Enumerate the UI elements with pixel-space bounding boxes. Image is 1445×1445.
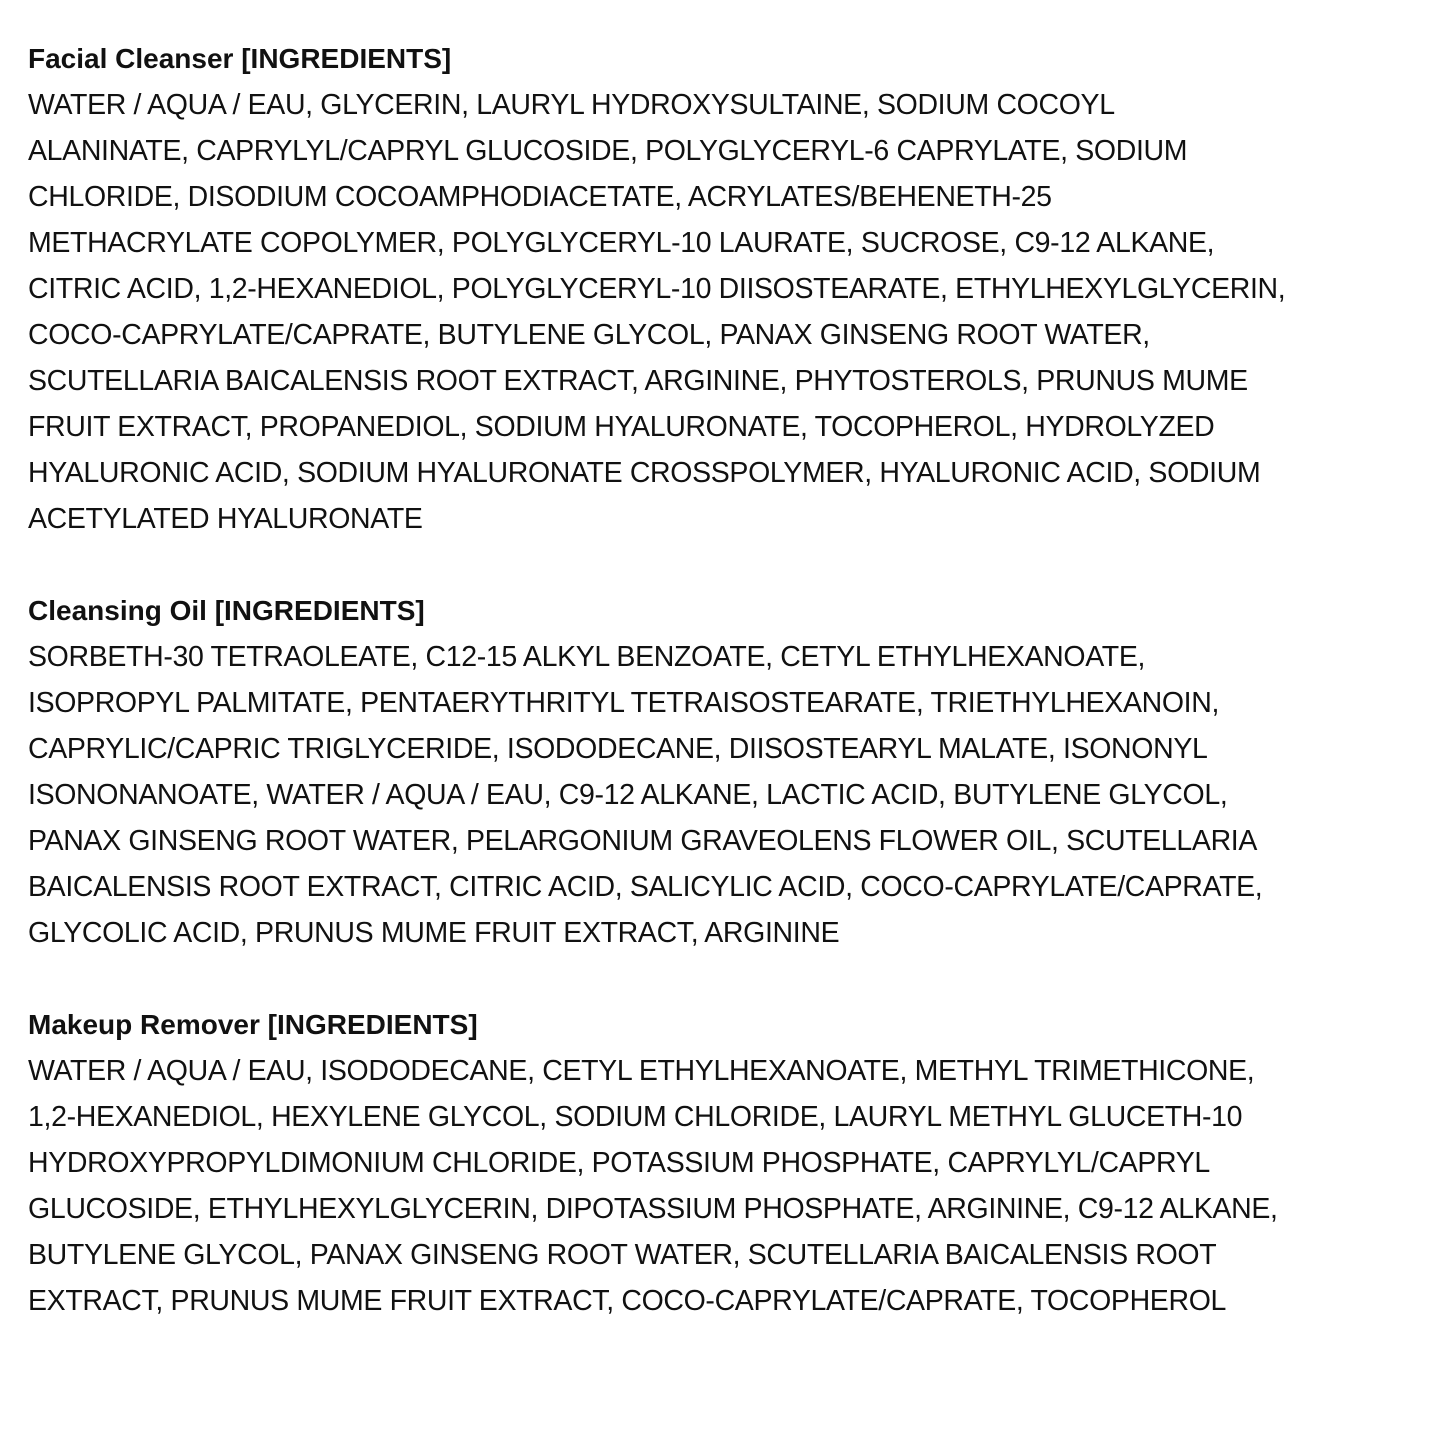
ingredient-line: EXTRACT, PRUNUS MUME FRUIT EXTRACT, COCO-CAPRYLATE/CAPRATE, TOCOPHEROL: [28, 1285, 1227, 1317]
section-title: Makeup Remover [INGREDIENTS]: [28, 1009, 478, 1040]
ingredient-line: ALANINATE, CAPRYLYL/CAPRYL GLUCOSIDE, POLYGLYCERYL-6 CAPRYLATE, SODIUM: [28, 135, 1188, 167]
ingredient-line: CHLORIDE, DISODIUM COCOAMPHODIACETATE, ACRYLATES/BEHENETH-25: [28, 181, 1052, 213]
ingredient-line: ISOPROPYL PALMITATE, PENTAERYTHRITYL TETRAISOSTEARATE, TRIETHYLHEXANOIN,: [28, 687, 1220, 719]
section-facial-cleanser: [28, 36, 1428, 542]
section-title: Facial Cleanser [INGREDIENTS]: [28, 43, 452, 74]
ingredient-line: ISONONANOATE, WATER / AQUA / EAU, C9-12 ALKANE, LACTIC ACID, BUTYLENE GLYCOL,: [28, 779, 1228, 811]
section-makeup-remover: [28, 1002, 1428, 1324]
ingredient-line: CAPRYLIC/CAPRIC TRIGLYCERIDE, ISODODECANE, DIISOSTEARYL MALATE, ISONONYL: [28, 733, 1208, 765]
ingredient-line: PANAX GINSENG ROOT WATER, PELARGONIUM GRAVEOLENS FLOWER OIL, SCUTELLARIA: [28, 825, 1258, 857]
ingredient-line: CITRIC ACID, 1,2-HEXANEDIOL, POLYGLYCERYL-10 DIISOSTEARATE, ETHYLHEXYLGLYCERIN,: [28, 273, 1286, 305]
section-title: Cleansing Oil [INGREDIENTS]: [28, 595, 425, 626]
ingredient-line: BAICALENSIS ROOT EXTRACT, CITRIC ACID, SALICYLIC ACID, COCO-CAPRYLATE/CAPRATE,: [28, 871, 1263, 903]
ingredient-line: 1,2-HEXANEDIOL, HEXYLENE GLYCOL, SODIUM CHLORIDE, LAURYL METHYL GLUCETH-10: [28, 1101, 1243, 1133]
ingredient-line: WATER / AQUA / EAU, GLYCERIN, LAURYL HYDROXYSULTAINE, SODIUM COCOYL: [28, 89, 1115, 121]
section-cleansing-oil: [28, 588, 1428, 956]
ingredient-line: METHACRYLATE COPOLYMER, POLYGLYCERYL-10 LAURATE, SUCROSE, C9-12 ALKANE,: [28, 227, 1215, 259]
ingredient-line: SCUTELLARIA BAICALENSIS ROOT EXTRACT, ARGININE, PHYTOSTEROLS, PRUNUS MUME: [28, 365, 1248, 397]
ingredient-line: WATER / AQUA / EAU, ISODODECANE, CETYL ETHYLHEXANOATE, METHYL TRIMETHICONE,: [28, 1055, 1255, 1087]
ingredient-line: SORBETH-30 TETRAOLEATE, C12-15 ALKYL BENZOATE, CETYL ETHYLHEXANOATE,: [28, 641, 1146, 673]
ingredient-line: COCO-CAPRYLATE/CAPRATE, BUTYLENE GLYCOL, PANAX GINSENG ROOT WATER,: [28, 319, 1150, 351]
ingredient-line: BUTYLENE GLYCOL, PANAX GINSENG ROOT WATER, SCUTELLARIA BAICALENSIS ROOT: [28, 1239, 1217, 1271]
ingredients-document: [28, 36, 1428, 1370]
ingredient-line: ACETYLATED HYALURONATE: [28, 503, 423, 535]
ingredient-line: GLYCOLIC ACID, PRUNUS MUME FRUIT EXTRACT, ARGININE: [28, 917, 840, 949]
ingredient-line: HYALURONIC ACID, SODIUM HYALURONATE CROSSPOLYMER, HYALURONIC ACID, SODIUM: [28, 457, 1261, 489]
ingredient-line: FRUIT EXTRACT, PROPANEDIOL, SODIUM HYALURONATE, TOCOPHEROL, HYDROLYZED: [28, 411, 1215, 443]
ingredient-line: GLUCOSIDE, ETHYLHEXYLGLYCERIN, DIPOTASSIUM PHOSPHATE, ARGININE, C9-12 ALKANE,: [28, 1193, 1278, 1225]
ingredient-line: HYDROXYPROPYLDIMONIUM CHLORIDE, POTASSIUM PHOSPHATE, CAPRYLYL/CAPRYL: [28, 1147, 1210, 1179]
